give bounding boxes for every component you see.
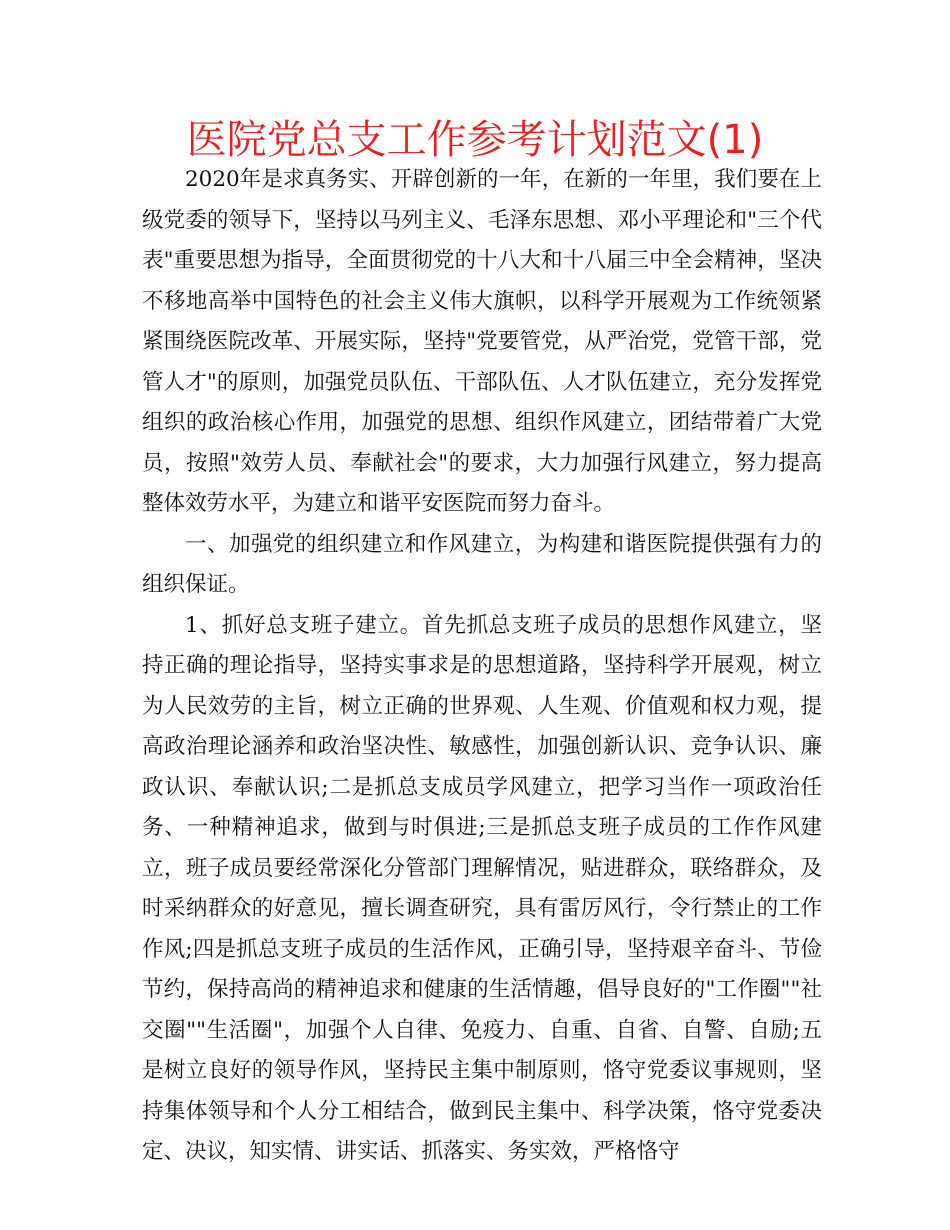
document-body [142,160,822,1173]
document-title: 医院党总支工作参考计划范文(1) [186,117,764,163]
paragraph-item-1: 1、抓好总支班子建立。首先抓总支班子成员的思想作风建立，坚持正确的理论指导，坚持实事求是的思想道路，坚持科学开展观，树立为人民效劳的主旨，树立正确的世界观、人生观、价值观和权力观，提高政治理论涵养和政治坚决性、敏感性，加强创新认识、竞争认识、廉政认识、奉献认识;二是抓总支成员学风建立，把学习当作一项政治任务、一种精神追求，做到与时俱进;三是抓总支班子成员的工作作风建立，班子成员要经常深化分管部门理解情况，贴进群众，联络群众，及时采纳群众的好意见，擅长调查研究，具有雷厉风行，令行禁止的工作作风;四是抓总支班子成员的生活作风，正确引导，坚持艰辛奋斗、节俭节约，保持高尚的精神追求和健康的生活情趣，倡导良好的"工作圈""社交圈""生活圈"，加强个人自律、免疫力、自重、自省、自警、自励;五是树立良好的领导作风，坚持民主集中制原则，恪守党委议事规则，坚持集体领导和个人分工相结合，做到民主集中、科学决策，恪守党委决定、决议，知实情、讲实话、抓落实、务实效，严格恪守 [142,612,822,1164]
paragraph-intro: 2020年是求真务实、开辟创新的一年，在新的一年里，我们要在上级党委的领导下，坚持以马列主义、毛泽东思想、邓小平理论和"三个代表"重要思想为指导，全面贯彻党的十八大和十八届三中全会精神，坚决不移地高举中国特色的社会主义伟大旗帜，以科学开展观为工作统领紧紧围绕医院改革、开展实际，坚持"党要管党，从严治党，党管干部，党管人才"的原则，加强党员队伍、干部队伍、人才队伍建立，充分发挥党组织的政治核心作用，加强党的思想、组织作风建立，团结带着广大党员，按照"效劳人员、奉献社会"的要求，大力加强行风建立，努力提高整体效劳水平，为建立和谐平安医院而努力奋斗。 [142,167,822,516]
paragraph-section-heading: 一、加强党的组织建立和作风建立，为构建和谐医院提供强有力的组织保证。 [142,531,822,597]
